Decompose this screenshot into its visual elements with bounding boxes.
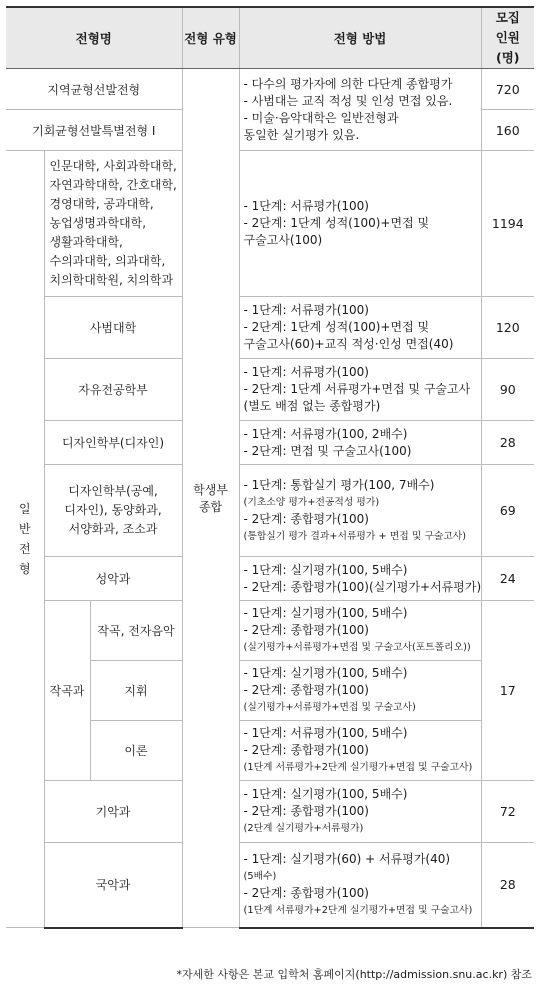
general-admission-label: 일 반 전 형 [6,151,44,928]
table-row [6,421,534,465]
row-name: 작곡, 전자음악 [90,601,182,661]
header-quota: 모집 인원 (명) [481,7,534,69]
row-method: - 1단계: 실기평가(60) + 서류평가(40) (5배수) - 2단계: 종합평가(100) (1단계 서류평가+2단계 실기평가+면접 및 구술고사) [239,843,481,928]
header-method: 전형 방법 [239,7,481,69]
row-name: 성악과 [44,557,182,601]
row-method: - 1단계: 실기평가(100, 5배수) - 2단계: 종합평가(100) (실기평가+서류평가+면접 및 구술고사(포트폴리오)) [239,601,481,661]
row-name: 국악과 [44,843,182,928]
row-method: - 1단계: 통합실기 평가(100, 7배수) (기초소양 평가+전공적성 평가) - 2단계: 종합평가(100) (통합실기 평가 결과+서류평가 + 면접 및 구술고사) [239,465,481,557]
table-row [6,69,534,110]
table-row [6,601,534,661]
row-quota: 24 [481,557,534,601]
row-name: 디자인학부(디자인) [44,421,182,465]
row-quota: 28 [481,421,534,465]
row-method: - 1단계: 서류평가(100, 2배수) - 2단계: 면접 및 구술고사(100) [239,421,481,465]
table-row [6,557,534,601]
row-quota: 69 [481,465,534,557]
table-row [6,843,534,928]
row-quota: 120 [481,297,534,359]
footnote: *자세한 사항은 본교 입학처 홈페이지(http://admission.snu.ac.kr) 참조 [176,968,532,981]
table-row [6,297,534,359]
row-name: 이론 [90,721,182,781]
header-name: 전형명 [6,7,182,69]
header-type: 전형 유형 [182,7,239,69]
row-quota: 28 [481,843,534,928]
row-quota: 17 [481,601,534,781]
row-method: - 1단계: 서류평가(100) - 2단계: 1단계 성적(100)+면접 및 구술고사(60)+교직 적성·인성 면접(40) [239,297,481,359]
row-method: - 1단계: 서류평가(100, 5배수) - 2단계: 종합평가(100) (1단계 서류평가+2단계 실기평가+면접 및 구술고사) [239,721,481,781]
row-name: 지역균형선발전형 [6,69,182,110]
row-method: - 다수의 평가자에 의한 다단계 종합평가 - 사범대는 교직 적성 및 인성 면접 있음. - 미술·음악대학은 일반전형과 동일한 실기평가 있음. [239,69,481,151]
row-quota: 720 [481,69,534,110]
row-name: 디자인학부(공예, 디자인), 동양화과, 서양화과, 조소과 [44,465,182,557]
row-method: - 1단계: 실기평가(100, 5배수) - 2단계: 종합평가(100) (실기평가+서류평가+면접 및 구술고사) [239,661,481,721]
table-row [6,359,534,421]
table-row [6,465,534,557]
row-name: 인문대학, 사회과학대학, 자연과학대학, 간호대학, 경영대학, 공과대학, 농업생명과학대학, 생활과학대학, 수의과대학, 의과대학, 치의학대학원, 치의학과 [44,151,182,297]
row-method: - 1단계: 실기평가(100, 5배수) - 2단계: 종합평가(100) (2단계 실기평가+서류평가) [239,781,481,843]
row-quota: 72 [481,781,534,843]
header-row [6,7,534,69]
row-name: 사범대학 [44,297,182,359]
type-cell: 학생부 종합 [182,69,239,928]
admission-table [6,6,534,929]
row-quota: 160 [481,110,534,151]
row-method: - 1단계: 서류평가(100) - 2단계: 1단계 성적(100)+면접 및 구술고사(100) [239,151,481,297]
row-name: 자유전공학부 [44,359,182,421]
row-quota: 90 [481,359,534,421]
row-quota: 1194 [481,151,534,297]
row-method: - 1단계: 실기평가(100, 5배수) - 2단계: 종합평가(100)(실기평가+서류평가) [239,557,481,601]
row-method: - 1단계: 서류평가(100) - 2단계: 1단계 서류평가+면접 및 구술고사 (별도 배점 없는 종합평가) [239,359,481,421]
row-name: 기악과 [44,781,182,843]
composer-dept-label: 작곡과 [44,601,90,781]
row-name: 기회균형선발특별전형 I [6,110,182,151]
table-row [6,781,534,843]
table-row [6,151,534,297]
row-name: 지휘 [90,661,182,721]
